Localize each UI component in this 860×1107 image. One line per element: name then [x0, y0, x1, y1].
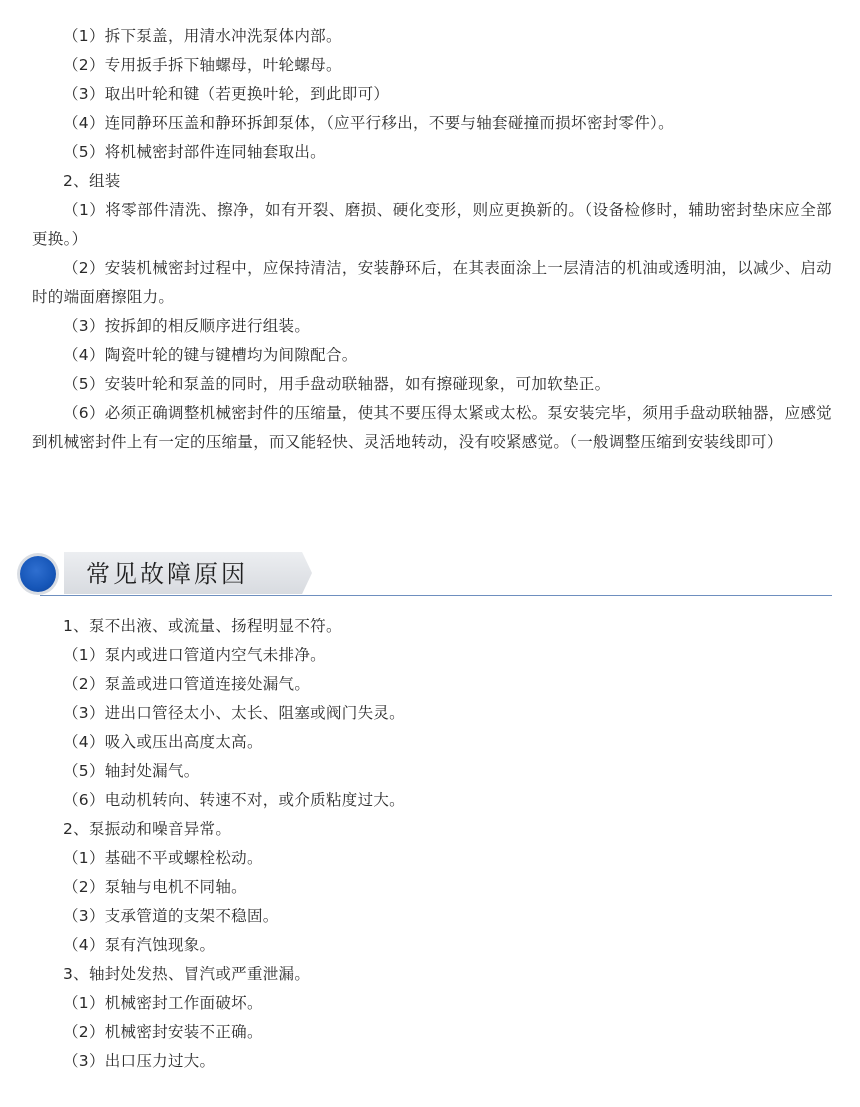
paragraph: （1）拆下泵盖，用清水冲洗泵体内部。 [63, 27, 342, 45]
paragraph: （2）机械密封安装不正确。 [63, 1023, 263, 1041]
paragraph: （2）安装机械密封过程中，应保持清洁，安装静环后，在其表面涂上一层清洁的机油或透明油，以减少、启动时的端面磨擦阻力。 [32, 259, 832, 306]
paragraph: （6）必须正确调整机械密封件的压缩量，使其不要压得太紧或太松。泵安装完毕，须用手盘动联轴器，应感觉到机械密封件上有一定的压缩量，而又能轻快、灵活地转动，没有咬紧感觉。（一般调整压缩到安装线即可） [32, 404, 832, 451]
paragraph: （1）机械密封工作面破坏。 [63, 994, 263, 1012]
circle-bullet-icon [20, 556, 56, 592]
paragraph: （3）支承管道的支架不稳固。 [63, 907, 279, 925]
paragraph: （1）泵内或进口管道内空气未排净。 [63, 646, 326, 664]
subheading: 3、轴封处发热、冒汽或严重泄漏。 [63, 965, 311, 983]
paragraph: （1）将零部件清洗、擦净，如有开裂、磨损、硬化变形，则应更换新的。（设备检修时，辅助密封垫床应全部更换。） [32, 201, 832, 248]
paragraph: （3）取出叶轮和键（若更换叶轮，到此即可） [63, 85, 390, 103]
subheading: 2、泵振动和噪音异常。 [63, 820, 232, 838]
paragraph: （5）安装叶轮和泵盖的同时，用手盘动联轴器，如有擦碰现象，可加软垫正。 [63, 375, 611, 393]
paragraph: （4）吸入或压出高度太高。 [63, 733, 263, 751]
subheading: 2、组装 [63, 172, 121, 190]
subheading: 1、泵不出液、或流量、扬程明显不符。 [63, 617, 342, 635]
paragraph: （2）泵盖或进口管道连接处漏气。 [63, 675, 311, 693]
paragraph: （4）连同静环压盖和静环拆卸泵体，（应平行移出，不要与轴套碰撞而损坏密封零件）。 [63, 114, 674, 132]
section-header [16, 548, 832, 598]
paragraph: （2）泵轴与电机不同轴。 [63, 878, 247, 896]
paragraph: （1）基础不平或螺栓松动。 [63, 849, 263, 867]
paragraph: （4）泵有汽蚀现象。 [63, 936, 216, 954]
paragraph: （3）进出口管径太小、太长、阻塞或阀门失灵。 [63, 704, 405, 722]
paragraph: （4）陶瓷叶轮的键与键槽均为间隙配合。 [63, 346, 358, 364]
paragraph: （5）将机械密封部件连同轴套取出。 [63, 143, 326, 161]
section-title: 常见故障原因 [86, 560, 248, 588]
header-divider [40, 595, 832, 596]
fault-causes-list [32, 612, 832, 1076]
disassembly-assembly-steps [32, 22, 832, 457]
paragraph: （3）出口压力过大。 [63, 1052, 216, 1070]
paragraph: （6）电动机转向、转速不对，或介质粘度过大。 [63, 791, 405, 809]
paragraph: （2）专用扳手拆下轴螺母，叶轮螺母。 [63, 56, 342, 74]
paragraph: （5）轴封处漏气。 [63, 762, 200, 780]
paragraph: （3）按拆卸的相反顺序进行组装。 [63, 317, 311, 335]
